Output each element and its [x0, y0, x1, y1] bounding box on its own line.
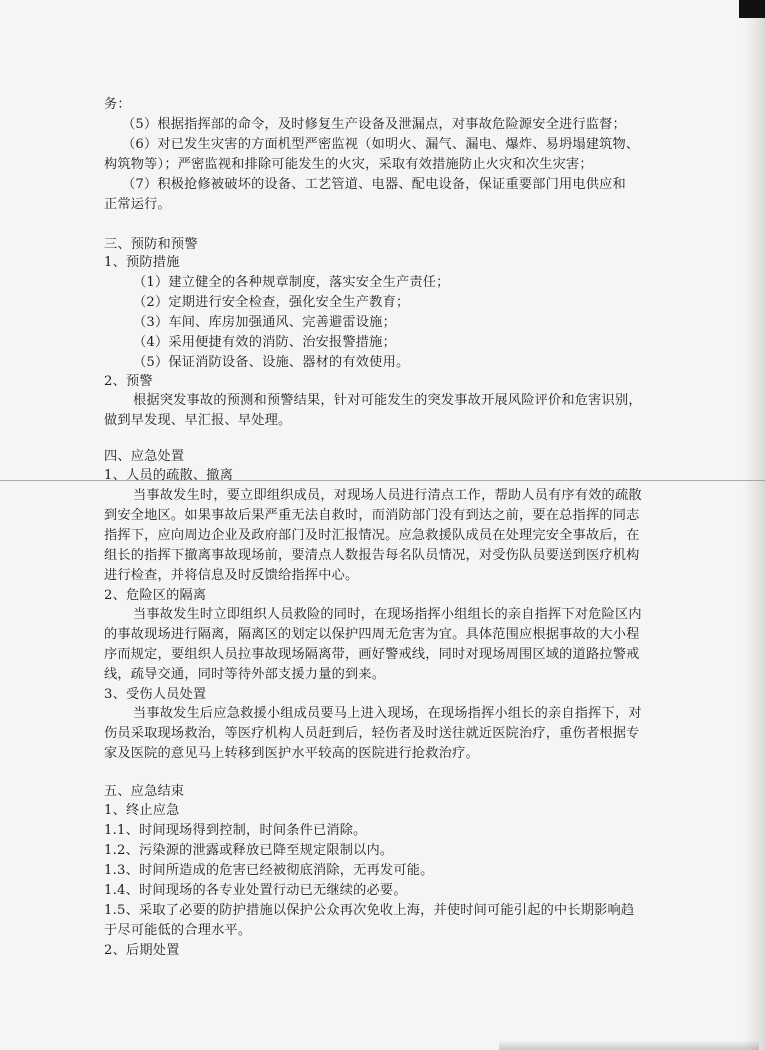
text-line: 组长的指挥下撤离事故现场前，要清点人数报告每名队员情况，对受伤队员要送到医疗机构: [104, 548, 640, 563]
text-line: 1.2、污染源的泄露或释放已降至规定限制以内。: [104, 843, 394, 858]
scan-corner-mark: [739, 0, 765, 18]
subsection-heading: 2、后期处置: [104, 943, 180, 958]
text-line: 当事故发生后应急救援小组成员要马上进入现场，在现场指挥小组长的亲自指挥下，对: [133, 706, 642, 721]
text-line: 到安全地区。如果事故后果严重无法自救时，而消防部门没有到达之前，要在总指挥的同志: [104, 508, 640, 523]
text-line: （4）采用便捷有效的消防、治安报警措施；: [133, 335, 396, 350]
text-line: （1）建立健全的各种规章制度，落实安全生产责任；: [133, 275, 450, 290]
text-line: 正常运行。: [104, 197, 171, 212]
text-line: 1.1、时间现场得到控制，时间条件已消除。: [104, 823, 367, 838]
subsection-heading: 1、人员的疏散、撤离: [104, 468, 234, 483]
text-line: 当事故发生时，要立即组织成员，对现场人员进行清点工作，帮助人员有序有效的疏散: [133, 488, 642, 503]
text-line: 1.3、时间所造成的危害已经被彻底消除，无再发可能。: [104, 863, 434, 878]
text-line: （2）定期进行安全检查，强化安全生产教育；: [133, 295, 410, 310]
text-line: （7）积极抢修被破坏的设备、工艺管道、电器、配电设备，保证重要部门用电供应和: [122, 177, 626, 192]
subsection-heading: 1、终止应急: [104, 803, 180, 818]
subsection-heading: 2、危险区的隔离: [104, 588, 207, 603]
text-line: 构筑物等）；严密监视和排除可能发生的火灾，采取有效措施防止火灾和次生灾害；: [104, 157, 593, 172]
text-line: 做到早发现、早汇报、早处理。: [104, 413, 292, 428]
page-edge-shadow: [743, 0, 765, 1050]
text-line: 务：: [104, 97, 131, 112]
text-line: 根据突发事故的预测和预警结果，针对可能发生的突发事故开展风险评价和危害识别，: [133, 393, 642, 408]
text-line: （3）车间、库房加强通风、完善避雷设施；: [133, 315, 396, 330]
scan-bottom-shadow: [499, 1040, 759, 1050]
text-line: 于尽可能低的合理水平。: [104, 923, 252, 938]
text-line: 当事故发生时立即组织人员救险的同时，在现场指挥小组组长的亲自指挥下对危险区内: [133, 607, 642, 622]
section-heading: 三、预防和预警: [104, 237, 198, 252]
subsection-heading: 3、受伤人员处置: [104, 687, 207, 702]
text-line: （5）保证消防设备、设施、器材的有效使用。: [133, 355, 410, 370]
text-line: 家及医院的意见马上转移到医护水平较高的医院进行抢救治疗。: [104, 746, 479, 761]
text-line: （6）对已发生灾害的方面机型严密监视（如明火、漏气、漏电、爆炸、易坍塌建筑物、: [122, 137, 640, 152]
text-line: 伤员采取现场救治，等医疗机构人员赶到后，轻伤者及时送往就近医院治疗，重伤者根据专: [104, 726, 640, 741]
section-heading: 四、应急处置: [104, 449, 185, 464]
text-line: 1.4、时间现场的各专业处置行动已无继续的必要。: [104, 883, 407, 898]
text-line: 进行检查，并将信息及时反馈给指挥中心。: [104, 568, 359, 583]
text-line: 线，疏导交通，同时等待外部支援力量的到来。: [104, 667, 386, 682]
text-line: 指挥下，应向周边企业及政府部门及时汇报情况。应急救援队成员在处理完安全事故后，在: [104, 528, 640, 543]
text-line: 序而规定，要组织人员拉事故现场隔离带，画好警戒线，同时对现场周围区域的道路拉警戒: [104, 647, 640, 662]
section-heading: 五、应急结束: [104, 784, 185, 799]
text-line: （5）根据指挥部的命令，及时修复生产设备及泄漏点，对事故危险源安全进行监督；: [122, 117, 626, 132]
subsection-heading: 2、预警: [104, 374, 153, 389]
text-line: 的事故现场进行隔离，隔离区的划定以保护四周无危害为宜。具体范围应根据事故的大小程: [104, 627, 640, 642]
text-line: 1.5、采取了必要的防护措施以保护公众再次免收上海，并使时间可能引起的中长期影响趋: [104, 903, 635, 918]
subsection-heading: 1、预防措施: [104, 255, 180, 270]
